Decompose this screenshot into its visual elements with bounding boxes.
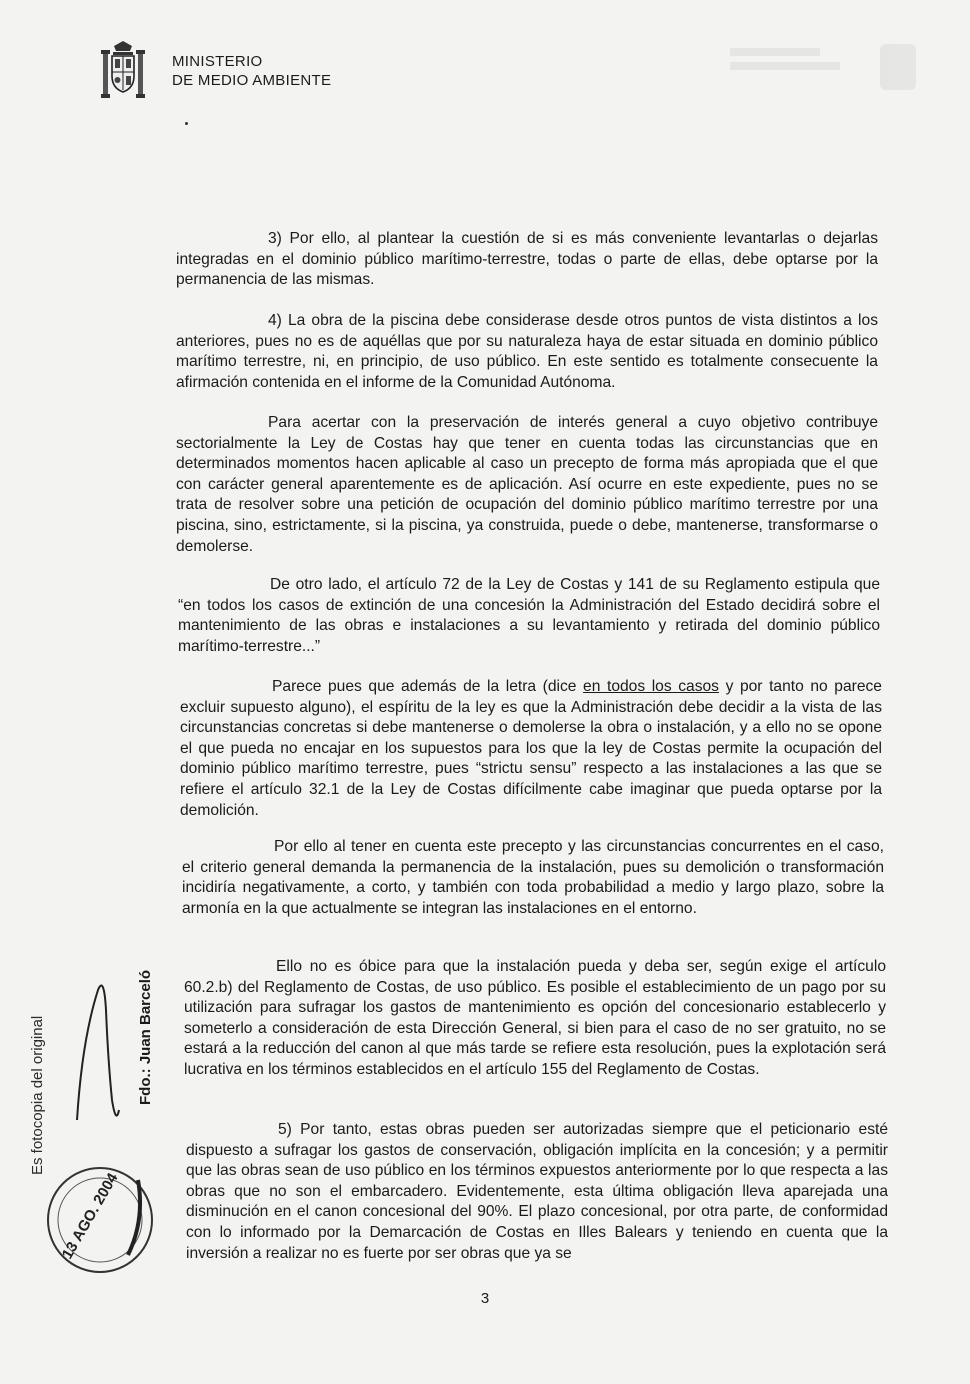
bleed-through-header — [710, 40, 930, 100]
paragraph-4: 4) La obra de la piscina debe considerase desde otros puntos de vista distintos a los anteriores, pues no es de aquéllas que por su naturaleza haya de estar situada en dominio público marítimo terrestre, ni, en principio, de uso público. En este sentido es totalmente consecuente la afirmación contenida en el informe de la Comunidad Autónoma. — [176, 312, 878, 391]
signature-stroke-stamp — [128, 1180, 140, 1255]
paragraph-letra-after: y por tanto no parece excluir supuesto alguno), el espíritu de la ley es que la Administración debe decidir a la vista de las circunstancias concretas si debe mantenerse o demolerse la obra o instalación, y a ello no se opone el que pueda no encajar en los supuestos para los que la ley de Costas permite la ocupación del dominio público marítimo terrestre, pues “strictu sensu” respecto a las instalaciones a las que se refiere el artículo 32.1 de la Ley de Costas difícilmente cabe imaginar que pueda optarse por la demolición. — [180, 678, 882, 819]
paragraph-interes-general: Para acertar con la preservación de interés general a cuyo objetivo contribuye sectorialmente la Ley de Costas hay que tener en cuenta todas las circunstancias que en determinados momentos hacen aplicable al caso un precepto de forma más apropiada que el que con carácter general aparentemente es de aplicación. Así ocurre en este expediente, pues no se trata de resolver sobre una petición de ocupación del dominio público marítimo terrestre por una piscina, sino, estrictamente, si la piscina, ya construida, puede o debe, mantenerse, transformarse o demolerse. — [176, 414, 878, 555]
paragraph-articulo-72: De otro lado, el artículo 72 de la Ley de Costas y 141 de su Reglamento estipula que “en todos los casos de extinción de una concesión la Administración del Estado decidirá sobre el mantenimiento de las obras e instalaciones a su levantamiento y retirada del dominio público marítimo-terrestre...” — [178, 576, 880, 655]
certification-text: Es fotocopia del original — [29, 1015, 46, 1175]
stamp-date: 13 AGO. 2004 — [58, 1170, 122, 1262]
paragraph-precepto: Por ello al tener en cuenta este precepto y las circunstancias concurrentes en el caso, el criterio general demanda la permanencia de la instalación, pues su demolición o transformación incidiría negativamente, a corto, y también con toda probabilidad a medio y largo plazo, sobre la armonía en la que actualmente se integran las instalaciones en el entorno. — [182, 838, 884, 917]
ministry-line-2: DE MEDIO AMBIENTE — [172, 72, 332, 89]
signature-stroke — [77, 986, 119, 1121]
paragraph-5: 5) Por tanto, estas obras pueden ser autorizadas siempre que el peticionario esté dispuesto a sufragar los gastos de conservación, obligación implícita en la concesión; y a permitir que las obras sean de uso público en los términos expuestos anteriormente por lo que respecta a las obras que no son el embarcadero. Evidentemente, esta última obligación lleva aparejada una disminución en el canon concesional del 90%. El plazo concesional, por otra parte, de conformidad con lo informado por la Demarcación de Costas en Illes Balears y teniendo en cuenta que la inversión a realizar no es fuerte por ser obras que ya se — [186, 1121, 888, 1262]
ministry-line-1: MINISTERIO — [172, 53, 263, 70]
ministry-name — [172, 52, 331, 90]
signer-text: Fdo.: Juan Barceló — [137, 969, 154, 1105]
paragraph-uso-publico: Ello no es óbice para que la instalación pueda y deba ser, según exige el artículo 60.2.b) del Reglamento de Costas, de uso público. Es posible el establecimiento de un pago por su utilización para sufragar los gastos de mantenimiento es opción del concesionario establecerlo y someterlo a consideración de esta Dirección General, si bien para el caso de no ser gratuito, no se estará a la reducción del canon al que más tarde se refiere esta resolución, pues la explotación será lucrativa en los términos establecidos en el artículo 155 del Reglamento de Costas. — [184, 958, 886, 1078]
underlined-phrase: en todos los casos — [583, 678, 719, 695]
paragraph-letra — [180, 677, 882, 821]
paragraph-3: 3) Por ello, al plantear la cuestión de si es más conveniente levantarlas o dejarlas integradas en el dominio público marítimo-terrestre, todas o parte de ellas, debe optarse por la permanencia de las mismas. — [176, 230, 878, 289]
page-number: 3 — [480, 1290, 490, 1307]
official-stamp — [30, 1150, 160, 1290]
speck — [185, 122, 188, 125]
paragraph-letra-before: Parece pues que además de la letra (dice — [272, 678, 584, 695]
coat-of-arms-icon — [100, 40, 146, 100]
